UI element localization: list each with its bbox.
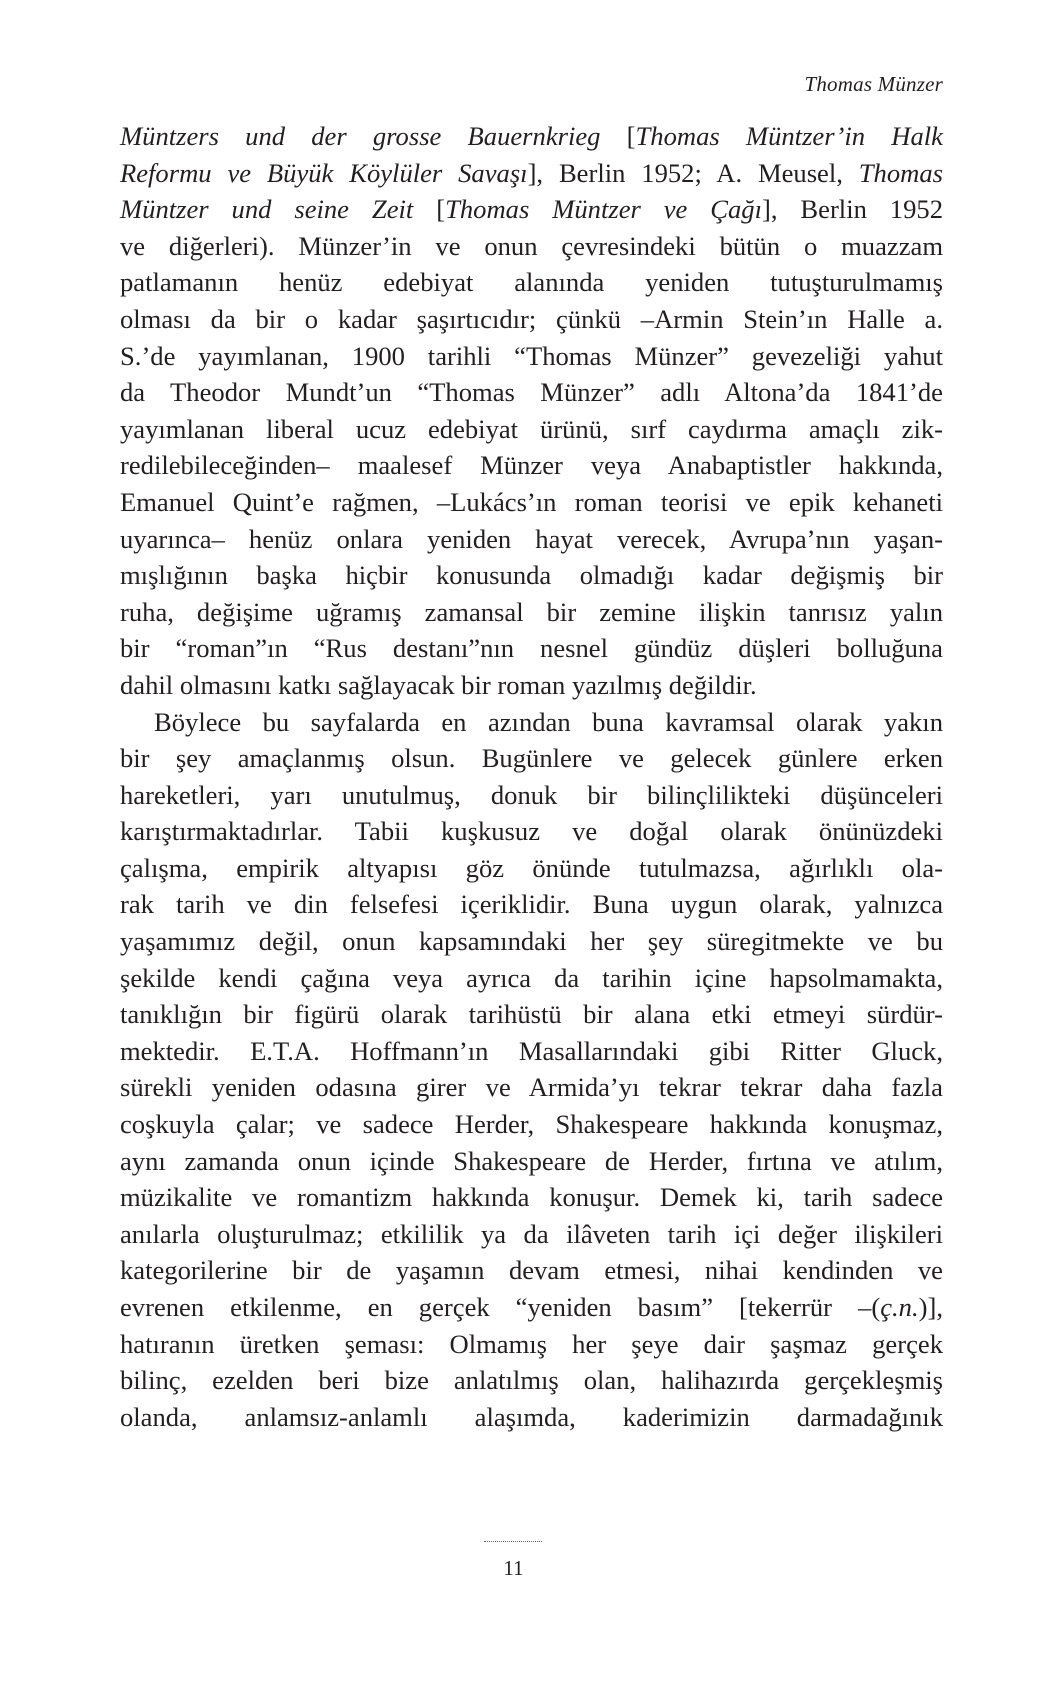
text-line: ruha, değişime uğramış zamansal bir zemine ilişkin tanrısız yalın	[120, 596, 943, 627]
text-line: şekilde kendi çağına veya ayrıca da tarihin içine hapsolmamakta,	[120, 962, 943, 993]
text-line: bir “roman”ın “Rus destanı”nın nesnel gündüz düşleri bolluğuna	[120, 633, 943, 664]
page-number: 11	[503, 1556, 524, 1580]
text-line: uyarınca– henüz onlara yeniden hayat verecek, Avrupa’nın yaşan-	[120, 523, 943, 554]
text-line: Böylece bu sayfalarda en azından buna kavramsal olarak yakın	[154, 706, 943, 737]
footer-dotted-rule	[484, 1541, 542, 1542]
text-line: bir şey amaçlanmış olsun. Bugünlere ve gelecek günlere erken	[120, 743, 943, 774]
text-line: Emanuel Quint’e rağmen, –Lukács’ın roman teorisi ve epik kehaneti	[120, 486, 943, 517]
text-line: tanıklığın bir figürü olarak tarihüstü bir alana etki etmeyi sürdür-	[120, 999, 943, 1030]
text-line: bilinç, ezelden beri bize anlatılmış olan, halihazırda gerçekleşmiş	[120, 1365, 943, 1396]
text-line: redilebileceğinden– maalesef Münzer veya Anabaptistler hakkında,	[120, 450, 943, 481]
text-line: S.’de yayımlanan, 1900 tarihli “Thomas Münzer” gevezeliği yahut	[120, 340, 943, 371]
body-text	[120, 118, 943, 1435]
text-line: müzikalite ve romantizm hakkında konuşur. Demek ki, tarih sadece	[120, 1182, 943, 1213]
text-line: Müntzers und der grosse Bauernkrieg [Thomas Müntzer’in Halk	[120, 121, 943, 151]
text-line: evrenen etkilenme, en gerçek “yeniden basım” [tekerrür –(ç.n.)],	[120, 1292, 943, 1322]
text-line: sürekli yeniden odasına girer ve Armida’yı tekrar tekrar daha fazla	[120, 1072, 943, 1103]
text-line: coşkuyla çalar; ve sadece Herder, Shakespeare hakkında konuşmaz,	[120, 1109, 943, 1140]
text-line: Reformu ve Büyük Köylüler Savaşı], Berlin 1952; A. Meusel, Thomas	[120, 157, 943, 188]
text-line: anılarla oluşturulmaz; etkililik ya da ilâveten tarih içi değer ilişkileri	[120, 1218, 943, 1249]
text-line: hareketleri, yarı unutulmuş, donuk bir bilinçlilikteki düşünceleri	[120, 779, 943, 810]
text-line: yayımlanan liberal ucuz edebiyat ürünü, sırf caydırma amaçlı zik-	[120, 413, 943, 444]
text-line: dahil olmasını katkı sağlayacak bir roman yazılmış değildir.	[120, 669, 757, 700]
text-line: kategorilerine bir de yaşamın devam etmesi, nihai kendinden ve	[120, 1255, 943, 1286]
text-line: rak tarih ve din felsefesi içeriklidir. Buna uygun olarak, yalnızca	[120, 889, 943, 920]
text-line: ve diğerleri). Münzer’in ve onun çevresindeki bütün o muazzam	[120, 230, 943, 261]
text-line: olması da bir o kadar şaşırtıcıdır; çünkü –Armin Stein’ın Halle a.	[120, 303, 943, 334]
text-line: hatıranın üretken şeması: Olmamış her şeye dair şaşmaz gerçek	[120, 1328, 943, 1359]
text-line: mektedir. E.T.A. Hoffmann’ın Masallarındaki gibi Ritter Gluck,	[120, 1035, 943, 1066]
text-line: Müntzer und seine Zeit [Thomas Müntzer ve Çağı], Berlin 1952	[120, 194, 943, 225]
text-line: yaşamımız değil, onun kapsamındaki her şey süregitmekte ve bu	[120, 926, 943, 957]
text-line: da Theodor Mundt’un “Thomas Münzer” adlı Altona’da 1841’de	[120, 377, 943, 408]
text-line: aynı zamanda onun içinde Shakespeare de Herder, fırtına ve atılım,	[120, 1145, 943, 1176]
text-line: olanda, anlamsız-anlamlı alaşımda, kaderimizin darmadağınık	[120, 1401, 943, 1432]
text-line: mışlığının başka hiçbir konusunda olmadığı kadar değişmiş bir	[120, 560, 943, 591]
text-line: karıştırmaktadırlar. Tabii kuşkusuz ve doğal olarak önünüzdeki	[120, 816, 943, 847]
text-line: çalışma, empirik altyapısı göz önünde tutulmazsa, ağırlıklı ola-	[120, 852, 943, 883]
running-head: Thomas Münzer	[804, 72, 943, 96]
text-line: patlamanın henüz edebiyat alanında yeniden tutuşturulmamış	[120, 267, 943, 298]
